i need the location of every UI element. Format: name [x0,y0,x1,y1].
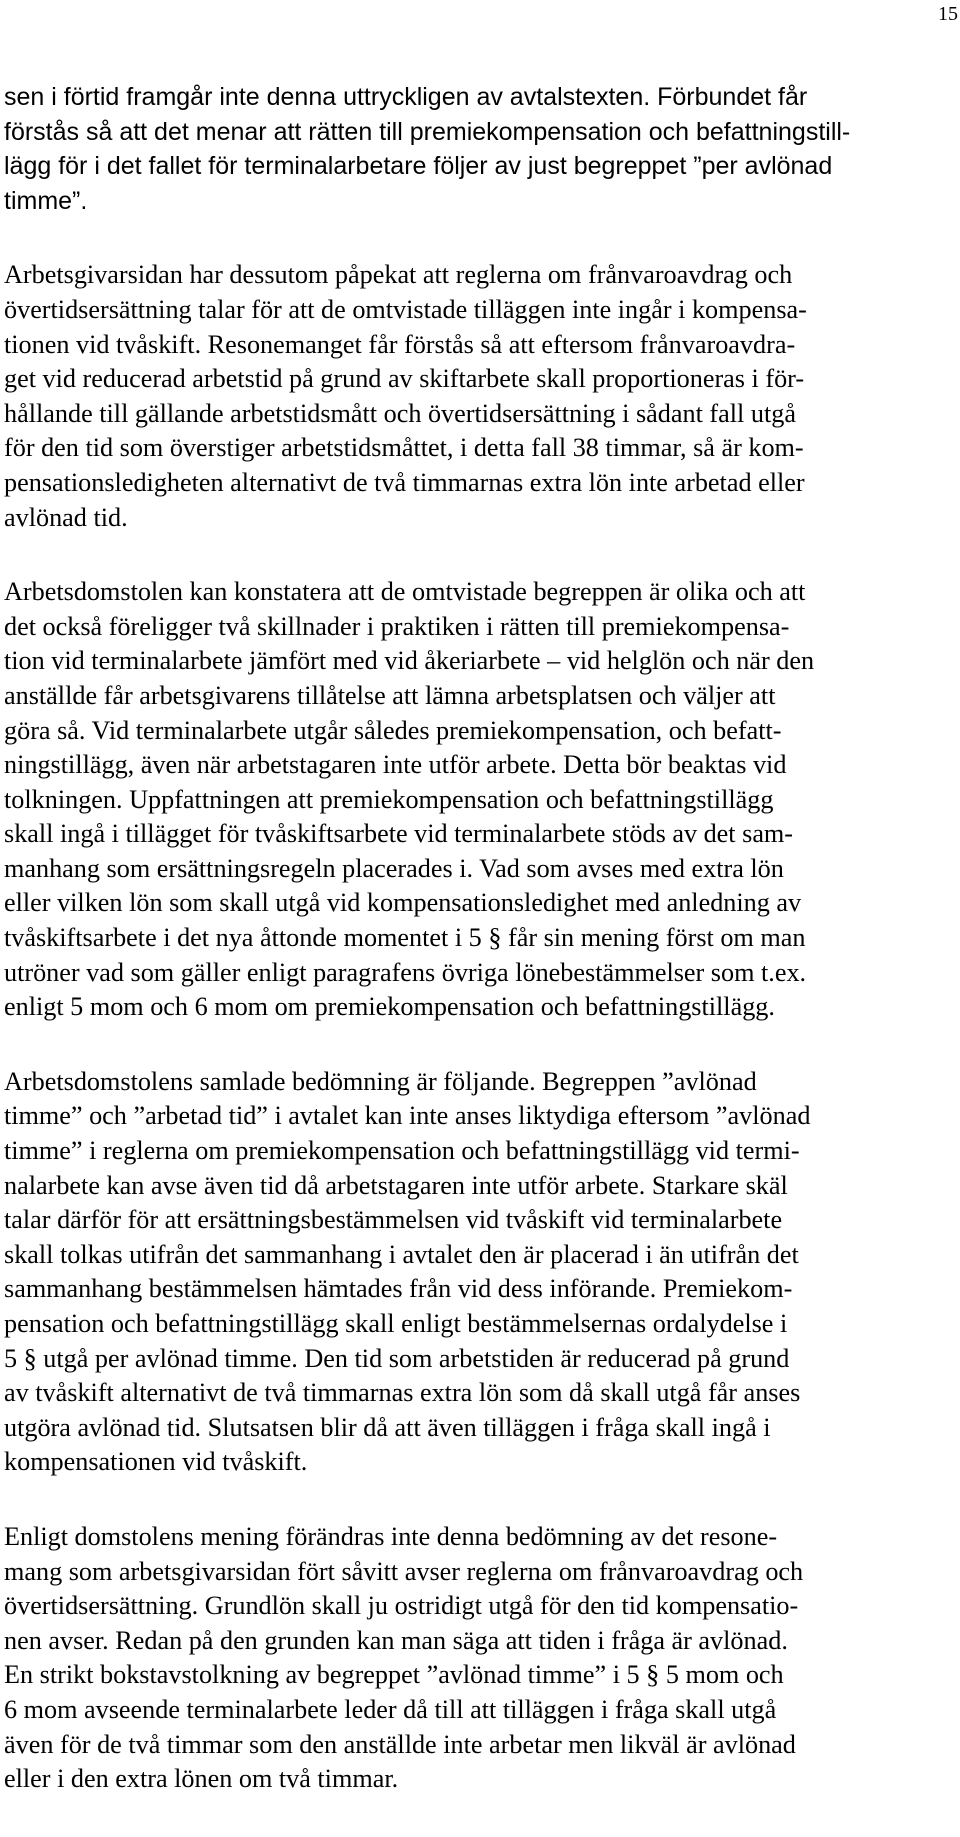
paragraph-1: sen i förtid framgår inte denna uttryckligen av avtalstexten. Förbundet får förstås så att det menar att rätten till premiekompensation och befattningstill- lägg för i det fallet för terminalarbetare följer av just begreppet ”per avlönad timme”. [4,83,851,215]
paragraph-3: Arbetsdomstolen kan konstatera att de omtvistade begreppen är olika och att det också föreligger två skillnader i praktiken i rätten till premiekompensa- tion vid terminalarbete jämfört med vid åkeriarbete – vid helglön och när den anställde får arbetsgivarens tillåtelse att lämna arbetsplatsen och väljer att göra så. Vid terminalarbete utgår således premiekompensation, och befatt- ningstillägg, även när arbetstagaren inte utför arbete. Detta bör beaktas vid tolkningen. Uppfattningen att premiekompensation och befattningstillägg skall ingå i tillägget för tvåskiftsarbete vid terminalarbete stöds av det sam- manhang som ersättningsregeln placerades i. Vad som avses med extra lön eller vilken lön som skall utgå vid kompensationsledighet med anledning av tvåskiftsarbete i det nya åttonde momentet i 5 § får sin mening först om man utröner vad som gäller enligt paragrafens övriga lönebestämmelser som t.ex. enligt 5 mom och 6 mom om premiekompensation och befattningstillägg. [4,577,815,1022]
paragraph-5: Enligt domstolens mening förändras inte denna bedömning av det resone- mang som arbetsgivarsidan fört såvitt avser reglerna om frånvaroavdrag och övertidsersättning. Grundlön skall ju ostridigt utgå för den tid kompensatio- nen avser. Redan på den grunden kan man säga att tiden i fråga är avlönad. En strikt bokstavstolkning av begreppet ”avlönad timme” i 5 § 5 mom och 6 mom avseende terminalarbete leder då till att tilläggen i fråga skall utgå även för de två timmar som den anställde inte arbetar men likväl är avlönad eller i den extra lönen om två timmar. [4,1521,804,1794]
document-body [4,80,954,1837]
paragraph-2: Arbetsgivarsidan har dessutom påpekat att reglerna om frånvaroavdrag och övertidsersättning talar för att de omtvistade tilläggen inte ingår i kompensa- tionen vid tvåskift. Resonemanget får förstås så att eftersom frånvaroavdra- get vid reducerad arbetstid på grund av skiftarbete skall proportioneras i för- hållande till gällande arbetstidsmått och övertidsersättning i sådant fall utgå för den tid som överstiger arbetstidsmåttet, i detta fall 38 timmar, så är kom- pensationsledigheten alternativt de två timmarnas extra lön inte arbetad eller avlönad tid. [4,260,807,532]
paragraph-4: Arbetsdomstolens samlade bedömning är följande. Begreppen ”avlönad timme” och ”arbetad tid” i avtalet kan inte anses liktydiga eftersom ”avlönad timme” i reglerna om premiekompensation och befattningstillägg vid termi- nalarbete kan avse även tid då arbetstagaren inte utför arbete. Starkare skäl talar därför för att ersättningsbestämmelsen vid tvåskift vid terminalarbete skall tolkas utifrån det sammanhang i avtalet den är placerad i än utifrån det sammanhang bestämmelsen hämtades från vid dess införande. Premiekom- pensation och befattningstillägg skall enligt bestämmelsernas ordalydelse i 5 § utgå per avlönad timme. Den tid som arbetstiden är reducerad på grund av tvåskift alternativt de två timmarnas extra lön som då skall utgå får anses utgöra avlönad tid. Slutsatsen blir då att även tilläggen i fråga skall ingå i kompensationen vid tvåskift. [4,1066,811,1477]
page-number: 15 [938,3,958,25]
